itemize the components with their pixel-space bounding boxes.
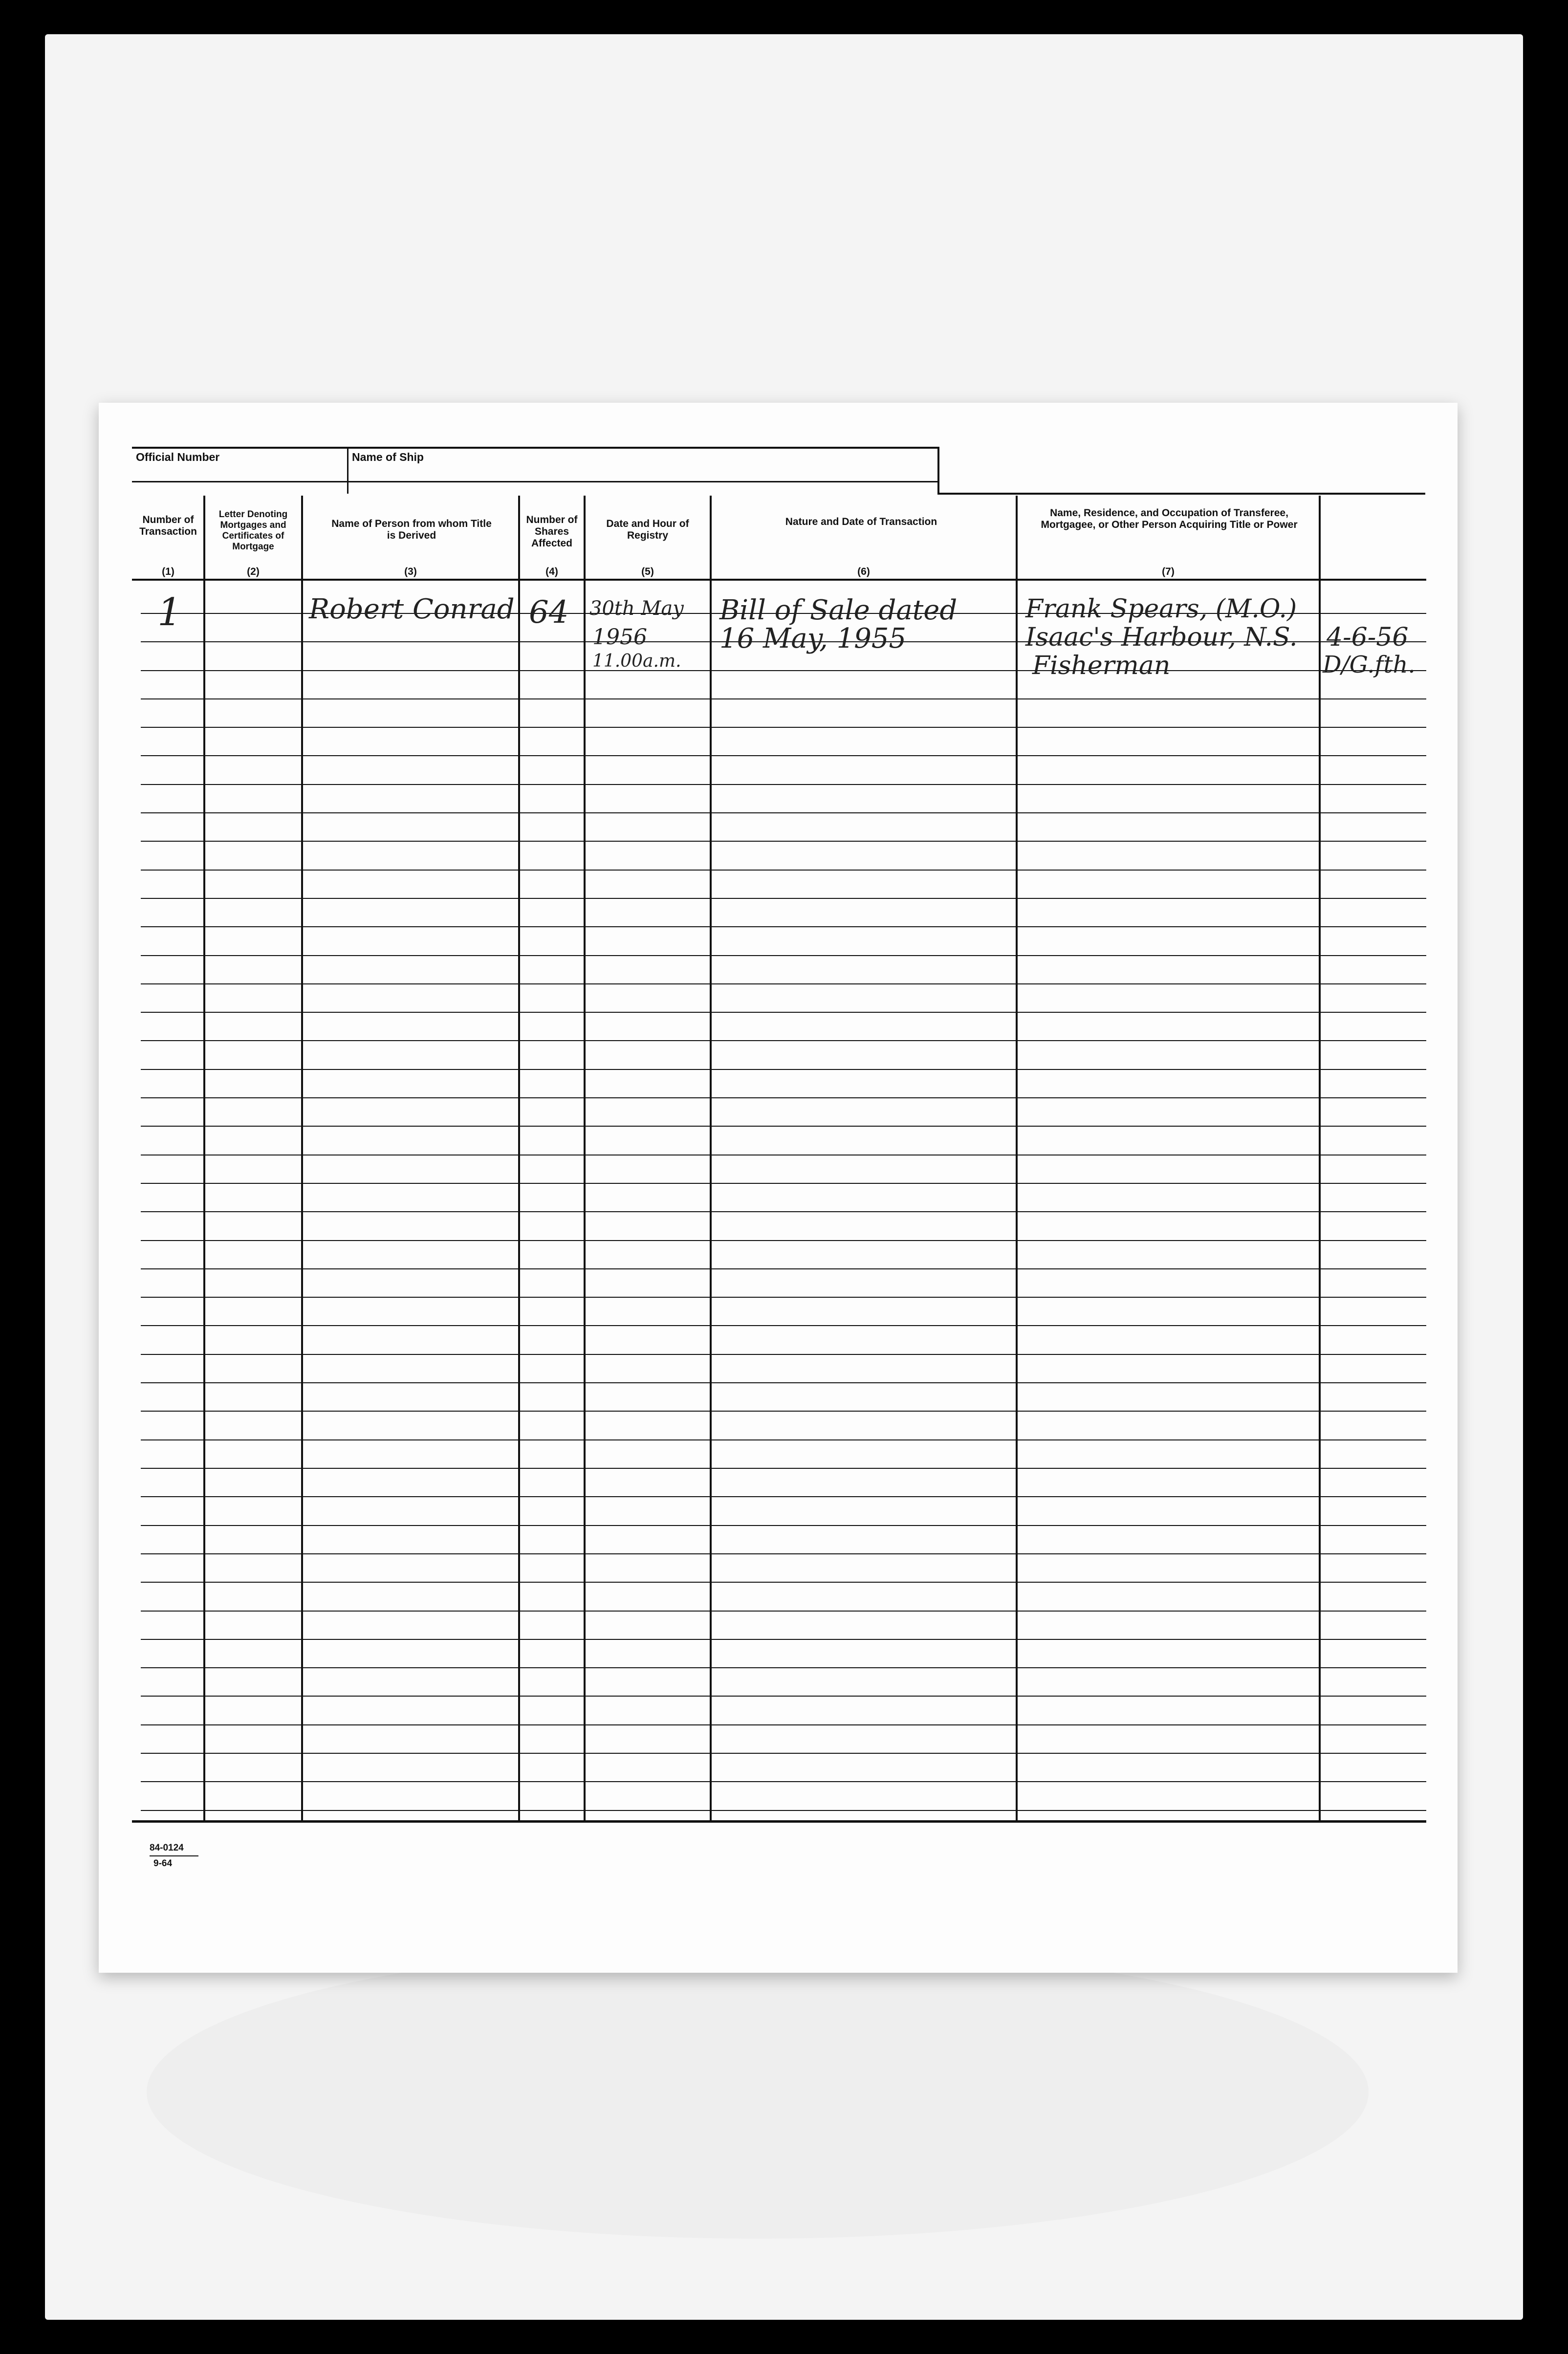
form-code: 84-0124 [150,1843,184,1853]
form-date: 9-64 [153,1858,173,1869]
column-number-2: (2) [247,566,260,577]
ruled-line [141,841,1426,842]
column-header-5: Date and Hour of Registry [606,518,689,541]
transferee-occupation: Fisherman [1032,651,1171,680]
column-header-3: Name of Person from whom Title is Derived [331,518,492,541]
ruled-line [141,1439,1426,1440]
official-number-label: Official Number [136,451,220,463]
column-number-6: (6) [857,566,870,577]
ruled-line [141,1639,1426,1640]
film-smudge [147,1945,1369,2239]
ruled-line [141,1040,1426,1041]
col-divider-6 [1016,496,1018,1822]
column-number-4: (4) [545,566,558,577]
ruled-line [141,1553,1426,1554]
ruled-line [141,1582,1426,1583]
ruled-line [141,955,1426,956]
ship-name-label: Name of Ship [352,451,424,463]
nature-line-1: Bill of Sale dated [719,594,958,626]
ruled-line [141,1724,1426,1725]
ruled-line [141,1097,1426,1098]
ruled-line [141,670,1426,671]
ruled-line [141,1525,1426,1526]
ruled-line [141,1240,1426,1241]
ship-name-box-right [937,447,939,494]
ruled-line [141,1753,1426,1754]
column-number-3: (3) [404,566,417,577]
ruled-line [141,898,1426,899]
bottom-rule [132,1820,1426,1823]
registry-year: 1956 [592,625,647,650]
ruled-line [141,1012,1426,1013]
shares-affected: 64 [529,594,569,631]
col-divider-4 [584,496,586,1822]
ruled-line [141,1810,1426,1811]
ruled-line [141,784,1426,785]
margin-initials: D/G.fth. [1323,651,1416,678]
ruled-line [141,1667,1426,1668]
ruled-line [141,1297,1426,1298]
header-right-rule [937,493,1425,495]
ruled-line [141,727,1426,728]
ruled-line [141,1211,1426,1212]
official-number-divider [347,447,348,494]
ruled-line [141,1382,1426,1383]
ruled-line [141,983,1426,984]
from-person: Robert Conrad [309,593,515,625]
column-number-1: (1) [162,566,174,577]
ruled-line [141,1354,1426,1355]
ruled-line [141,870,1426,871]
column-header-2: Letter Denoting Mortgages and Certificates of Mortgage [218,509,288,552]
form-code-underline [150,1855,198,1856]
ruled-line [141,755,1426,756]
ruled-line [141,1781,1426,1782]
register-sheet [99,403,1458,1973]
registry-date: 30th May [589,597,684,620]
column-header-7: Name, Residence, and Occupation of Transferee, Mortgagee, or Other Person Acquiring Title or Power [1041,507,1298,530]
column-header-1: Number of Transaction [139,514,197,537]
transaction-number: 1 [157,590,182,634]
ruled-line [141,1268,1426,1269]
top-border [132,447,939,449]
column-number-7: (7) [1162,566,1175,577]
column-number-5: (5) [641,566,654,577]
ruled-line [141,1696,1426,1697]
ruled-line [141,1325,1426,1326]
column-header-4: Number of Shares Affected [526,514,578,549]
col-divider-5 [710,496,712,1822]
margin-date: 4-6-56 [1327,623,1409,652]
ruled-line [141,926,1426,927]
ruled-line [141,1496,1426,1497]
ruled-line [141,1611,1426,1612]
ruled-line [141,1069,1426,1070]
ruled-line [141,1126,1426,1127]
col-divider-7 [1319,496,1321,1822]
ruled-line [141,698,1426,699]
col-divider-3 [518,496,520,1822]
transferee-name: Frank Spears, (M.O.) [1025,594,1297,624]
registry-time: 11.00a.m. [592,651,681,671]
ruled-line [141,812,1426,813]
header-bottom-rule [132,579,1426,581]
column-header-6: Nature and Date of Transaction [785,516,937,527]
header-top-rule [132,481,939,482]
nature-line-2: 16 May, 1955 [719,623,907,654]
col-divider-2 [301,496,303,1822]
ruled-line [141,1183,1426,1184]
col-divider-1 [203,496,205,1822]
ruled-line [141,1411,1426,1412]
transferee-residence: Isaac's Harbour, N.S. [1025,623,1298,652]
ruled-line [141,1468,1426,1469]
